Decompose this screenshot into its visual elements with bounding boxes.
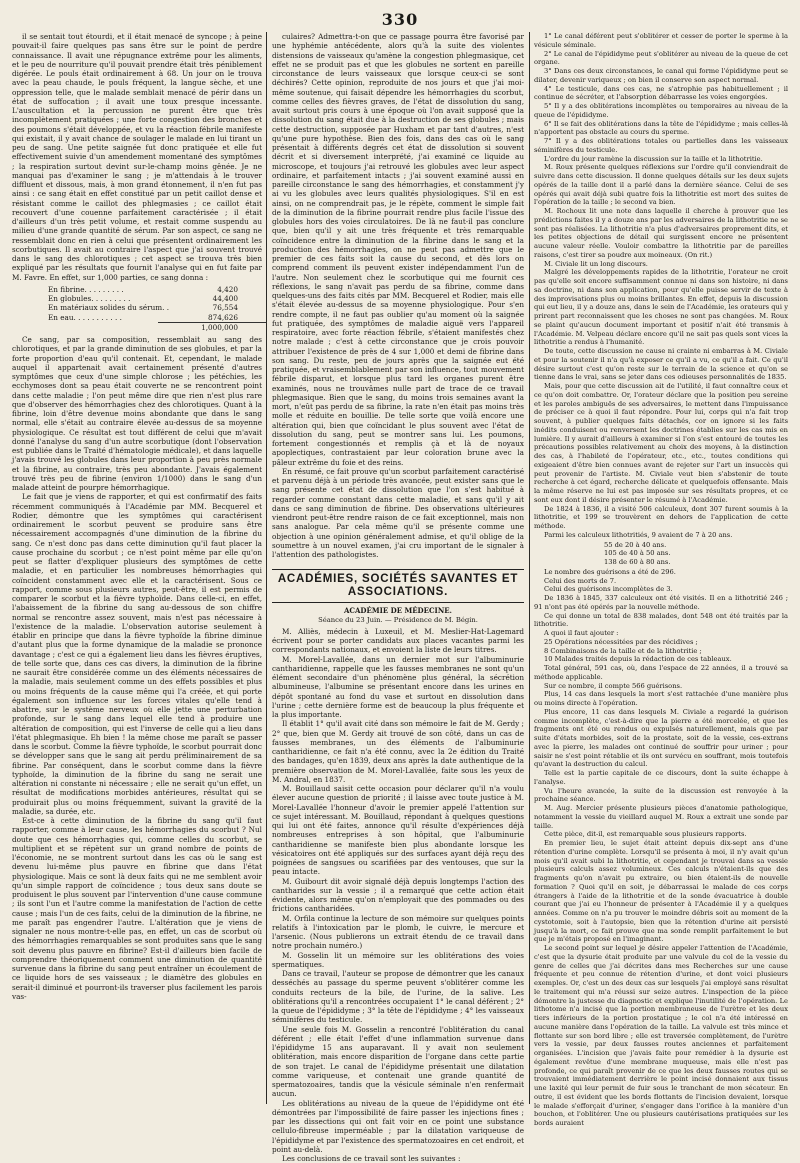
column-rule-right — [529, 32, 530, 1104]
section-subtitle: ACADÉMIE DE MÉDECINE. — [344, 606, 452, 616]
paragraph: Mais, pour que cette discussion ait de l'utilité, il faut connaître ceux et ce qu'on doit combattre. Or, l'orateur déclare que la position peu sereine et les paroles ambiguës de ses adversaires, le mettent dans l'impuissance de préciser ce à quoi il faut répondre. Pour lui, corps qui n'a fait trop souvent, à publier quelques faits détachés, cor on ignore si les faits inédits conduisent ou renversent les doctrines établies sur les cas mis en lumière. Il y aurait d'ailleurs à examiner si l'on s'est entouré de toutes les précautions possibles relativement au choix des moyens, à la distinction des cas, à l'habileté de l'opérateur, etc., etc., toutes conditions qui exigeaient d'être bien connues avant de rejeter sur l'art un insuccès qui peut provenir de l'artiste. M. Civiale veut bien s'abstenir de toute recherche à cet égard, recherche délicate et quelquefois offensante. Mais la même réserve ne lui est pas imposée sur ses résultats propres, et ce sont eux dont il désire présenter le résumé à l'Académie. — [534, 382, 788, 504]
paragraph: Plus encore, 11 cas dans lesquels M. Civiale a regardé la guérison comme incomplète, c'est-à-dire que la pierre a été morcelée, et que les fragments ont été ou rendus ou expulsés naturellement, mais que par suite d'états morbides, soit de la prostate, soit de la vessie, ces-extrans avec la pierre, les malades ont continué de souffrir pour uriner ; pour saisir ne s'est point rétablie et ils ont survécu en souffrant, mois toutefois qu'avant la destruction du calcul. — [534, 707, 788, 769]
paragraph: M. Guibourt dit avoir signalé déjà depuis longtemps l'action des cantharides sur la vessie ; il a remarqué que cette action était évidente, alors même qu'on n'employait que des pommades ou des frictions cantharidées. — [272, 876, 524, 914]
column-middle — [272, 32, 524, 1163]
paragraph: culaires? Admettra-t-on que ce passage pourra être favorisé par une hyphémie antécédente, alors qu'à la suite des violentes distensions de vaisseaux qu'amène la congestion phlegmasique, cet effet ne se produit pas et que les globules ne sortent en pareille circonstance de leurs vaisseaux que lorsque ceux-ci se sont déchirés? Cette opinion, reproduite de nos jours et que j'ai moi-même soutenue, qui faisait dépendre les hémorrhagies du scorbut, comme celles des fièvres graves, de l'état de dissolution du sang, avait surtout pris cours à une époque où l'on avait supposé que la dissolution du sang était due à la destruction de ses globules ; mais cette destruction, supposée par Huxham et par tant d'autres, n'est qu'une pure hypothèse. Bien des fois, dans des cas où le sang présentait à différents degrés cet état de dissolution si souvent décrit et si diversement interprété, j'ai examiné ce liquide au microscope, et toujours j'ai retrouvé les globules avec leur aspect ordinaire, et parfaitement intacts ; j'ai souvent examiné aussi en pareille circonstance le sang des hémorrhagies, et constamment j'y ai vu les globules avec leurs qualités physiologiques. S'il en est ainsi, on ne comprendrait pas, je le répète, comment le simple fait de la diminution de la fibrine pourrait rendre plus facile l'issue des globules hors des voies circulatoires. De là ne faut-il pas conclure que, bien qu'il y ait une très fréquente et très remarquable coïncidence entre la diminution de la fibrine dans le sang et la production des hémorrhagies, on ne peut pas admettre que le premier de ces faits soit la cause du second, et dès lors on comprend comment ils peuvent exister indépendamment l'un de l'autre. Non seulement chez le scorbutique qui me fournit ces réflexions, le sang n'avait pas perdu de sa fibrine, comme dans quelques-uns des faits cités par MM. Becquerel et Rodier, mais elle s'était élevée au-dessus de sa moyenne physiologique. Pour s'en rendre compte, il ne faut pas oublier qu'au moment où la saignée fut pratiquée, des symptômes de maladie aiguë vers l'appareil respiratoire, avec forte réaction fébrile, s'étaient manifestés chez notre malade ; c'est à cette circonstance que je crois pouvoir attribuer l'existence de près de 4 sur 1,000 et demi de fibrine dans son sang. Du reste, peu de jours après que la saignée eut été pratiquée, et vraisemblablement par son influence, tout mouvement fébrile disparut, et lorsque plus tard les organes purent être examinés, nous ne trouvâmes nulle part de trace de ce travail phlegmasique. Bien que le sang, du moins trois semaines avant la mort, n'eût pas perdu de sa fibrine, la rate n'en était pas moins très molle et réduite en bouillie. De telle sorte que voilà encore une altération qui, bien que coïncidant le plus souvent avec l'état de dissolution du sang, peut se montrer sans lui. Les poumons, fortement congestionnés et remplis çà et là de noyaux apoplectiques, contrastaient par leur coloration brune avec la pâleur extrême du foie et des reins. — [272, 32, 524, 467]
section-header — [272, 569, 524, 603]
paragraph: 7° Il y a des oblitérations totales ou partielles dans les vaisseaux séminifères du testicule. — [534, 137, 788, 154]
table-row — [48, 313, 238, 322]
row-value: 44,400 — [212, 294, 238, 303]
page-number: 330 — [381, 10, 419, 29]
paragraph: En résumé, ce fait prouve qu'un scorbut parfaitement caractérisé et parvenu déjà à un période très avancée, peut exister sans que le sang présente cet état de dissolution que l'on s'est habitué à regarder comme constant dans cette maladie, et sans qu'il y ait dans ce sang diminution de fibrine. Des observations ultérieures viendront peut-être rendre raison de ce fait exceptionnel, mais non sans analogue. Par cela même qu'il se présente comme une objection à une opinion généralement admise, et qu'il oblige de la soumettre à un nouvel examen, j'ai cru important de le signaler à l'attention des pathologistes. — [272, 466, 524, 559]
paragraph: A quoi il faut ajouter : — [544, 629, 619, 637]
paragraph: Total général, 591 cas, où, dans l'espace de 22 années, il a trouvé sa méthode applicable. — [534, 664, 788, 681]
row-label: En fibrine. . . . . . . . . — [48, 284, 124, 294]
column-right — [534, 32, 788, 1127]
paragraph: M. Alliès, médecin à Luxeuil, et M. Meslier-Hat-Lagemard écrivent pour se porter candidats aux places vacantes parmi les correspondants nationaux, et envoient la liste de leurs titres. — [272, 626, 524, 655]
paragraph: 5° Il y a des oblitérations incomplètes ou temporaires au niveau de la queue de l'épididyme. — [534, 102, 788, 119]
paragraph: Sur ce nombre, il compte 566 guérisons. — [544, 681, 683, 690]
paragraph: Le nombre des guérisons a été de 296. — [544, 567, 676, 576]
table-row — [48, 294, 238, 303]
paragraph: M. Bouillaud saisit cette occasion pour déclarer qu'il n'a voulu élever aucune question de priorité ; il laisse avec toute justice à M. Morel-Lavallée l'honneur d'avoir le premier appelé l'attention sur ce sujet intéressant. M. Bouillaud, répondant à quelques questions qui lui ont été faites, annonce qu'il résulte d'expériences déjà nombreuses entreprises à son hôpital, que l'albuminurie cantharidienne se manifeste bien plus abondante lorsque les vésicatoires ont été appliqués sur des surfaces ayant déjà reçu des poignées de sangsues ou scarifiées par des ventouses, que sur la peau intacte. — [272, 784, 524, 877]
list-item: 105 de 40 à 50 ans. — [604, 549, 671, 558]
list-item: 55 de 20 à 40 ans. — [604, 540, 667, 549]
paragraph: M. Orfila continue la lecture de son mémoire sur quelques points relatifs à l'intoxication par le plomb, le cuivre, le mercure et l'arsenic. (Nous publierons un extrait étendu de ce travail dans notre prochain numéro.) — [272, 913, 524, 951]
paragraph: Ce qui donne un total de 838 malades, dont 548 ont été traités par la lithotritie. — [534, 611, 788, 629]
row-label: En matériaux solides du sérum. . — [48, 303, 170, 313]
paragraph: Cette pièce, dit-il, est remarquable sous plusieurs rapports. — [544, 830, 747, 839]
paragraph: 1° Le canal déférent peut s'oblitérer et cesser de porter le sperme à la vésicule séminale. — [534, 32, 788, 49]
paragraph: Celui des morts de 7. — [544, 576, 617, 585]
paragraph: Dans ce travail, l'auteur se propose de démontrer que les canaux desséchés au passage du sperme peuvent s'oblitérer comme les conduits recteurs de la bile, de l'urine, de la salive. Les oblitérations qu'il a rencontrées occupaient 1° le canal déférent ; 2° la queue de l'épididyme ; 3° la tête de l'épididyme ; 4° les vaisseaux séminifères du testicule. — [272, 969, 524, 1025]
paragraph: 3° Dans ces deux circonstances, le canal qui forme l'épididyme peut se dilater, devenir variqueux ; on bien il conserve son aspect normal. — [534, 67, 788, 84]
paragraph: 2° Le canal de l'épididyme peut s'oblitérer au niveau de la queue de cet organe. — [534, 49, 788, 67]
paragraph: Parmi les calculeux lithotritiés, 9 avaient de 7 à 20 ans. — [544, 530, 733, 539]
paragraph: Les conclusions de ce travail sont les suivantes : — [282, 1154, 461, 1163]
row-label: En globules. . . . . . . . . — [48, 294, 131, 303]
paragraph: M. Aug. Mercier présente plusieurs pièces d'anatomie pathologique, notamment la vessie du vieillard auquel M. Roux a extrait une sonde par taille. — [534, 804, 788, 830]
section-title: ACADÉMIES, SOCIÉTÉS SAVANTES ET ASSOCIATIONS. — [277, 573, 519, 599]
paragraph: De 1824 à 1836, il a visité 506 calculeux, dont 307 furent soumis à la lithotritie, et 199 se trouvèrent en dehors de l'application de cette méthode. — [534, 504, 788, 530]
paragraph: De 1836 à 1845, 337 calculeux ont été visités. Il en a lithotritié 246 ; 91 n'ont pas été opérés par la nouvelle méthode. — [534, 594, 788, 611]
table-total: 1,000,000 — [158, 322, 266, 332]
blood-analysis-table — [48, 285, 238, 332]
column-rule-left — [266, 32, 267, 1104]
paragraph: Les oblitérations au niveau de la queue de l'épididyme ont été démontrées par l'impossibilité de faire passer les injections fines ; par les dissections qui ont fait voir en ce point une substance cellulo-fibreuse imperméable ; par la dilatation variqueuse de l'épididyme et par l'existence des spermatozoaires en cet endroit, et point au-delà. — [272, 1098, 524, 1154]
row-value: 76,554 — [212, 303, 238, 313]
paragraph: M. Civiale lit un long discours. — [544, 259, 648, 268]
list-item: 138 de 60 à 80 ans. — [604, 558, 671, 566]
table-row — [48, 303, 238, 312]
paragraph: M. Roux présente quelques réflexions sur l'ordre qu'il conviendrait de suivre dans cette discussion. Il donne quelques détails sur les deux sujets opérés de la taille dont il a parlé dans la dernière séance. Celui de ses opérés qui avait déjà subi quatre fois la lithotritie est mort des suites de l'opération de la taille ; le second va bien. — [534, 163, 788, 207]
paragraph: M. Rochoux lit une note dans laquelle il cherche à prouver que les prédictions faites il y a douze ans par les adversaires de la lithotritie ne se sont pas réalisées. La lithotritie n'a plus d'adversaires proprement dits, et les petites objections de détail qui surgissent encore ne présentent aucune valeur réelle. Vouloir combattre la lithotritie par de pareilles raisons, c'est tirer sa poudre aux moineaux. (On rit.) — [534, 207, 788, 259]
age-counts — [604, 541, 788, 567]
paragraph: De toute, cette discussion ne cause ni crainte ni embarras à M. Civiale et pour la soutenir il n'a qu'à exposer ce qu'il a vu, ce qu'il a fait. Ce qu'il désire surtout c'est qu'on reste sur le terrain de la science et qu'on se tienne dans le vrai, sans se jeter dans ces odieuses personnalités de 1835. — [534, 347, 788, 382]
paragraph: Vu l'heure avancée, la suite de la discussion est renvoyée à la prochaine séance. — [534, 786, 788, 804]
paragraph: 4° Le testicule, dans ces cas, ne s'atrophie pas habituellement ; il continue de sécréter, et l'absorption débarrasse les voies engorgées. — [534, 84, 788, 102]
row-value: 874,626 — [208, 312, 238, 322]
paragraph: 25 Opérations nécessitées par des récidives ; — [544, 637, 698, 646]
paragraph: Le second point sur lequel je désire appeler l'attention de l'Académie, c'est que la dysurie était produite par une valvule du col de la vessie du genre de celles que j'ai décrites dans mes Recherches sur une cause fréquente et peu connue de rétention d'urine, et dont voici plusieurs exemples. Or, c'est un des deux cas sur lesquels j'ai employé sans résultat le traitement qui m'a réussi sur seize autres. L'inspection de la pièce démontre la justesse du diagnostic et explique l'inutilité de l'opération. Le lithotome n'a incisé que la portion membraneuse de l'urètre et les deux tiers inférieurs de la portion prostatique ; le col n'a été intéressé en aucune manière dans l'opération de la taille. La valvule est très mince et flottante sur son bord libre ; elle est traversée complètement, de l'urètre vers la vessie, par deux fausses routes anciennes et parfaitement organisées. L'incision que j'avais faite pour remédier à la dysurie est également revêtue d'une membrane muqueuse, mais elle n'est pas profonde, ce qui paraît provenir de ce que les deux fausses routes qui se trouvaient immédiatement derrière le point incisé donnaient aux tissus une laxité qui leur permit de fuir sous le tranchant de mon sécateur. En outre, il est évident que les bords flottants de l'incision devaient, lorsque le malade s'efforçait d'uriner, s'engager dans l'orifice à la manière d'un bouchon, et l'oblitérer. Une ou plusieurs cautérisations pratiquées sur les bords auraient — [534, 944, 788, 1127]
paragraph: Celui des guérisons incomplètes de 3. — [544, 585, 673, 594]
paragraph: Il établit 1° qu'il avait cité dans son mémoire le fait de M. Gerdy ; 2° que, bien que M. Gerdy ait trouvé de son côté, dans un cas de fausses membranes, un des éléments de l'albuminurie cantharidienne, ce fait n'a été connu, avec la 2e édition du Traité des bandages, qu'en 1839, deux ans après la date authentique de la première observation de M. Morel-Lavallée, faite sous les yeux de M. Andral, en 1837. — [272, 719, 524, 784]
paragraph: 6° Il se fait des oblitérations dans la tête de l'épididyme ; mais celles-là n'apportent pas obstacle au cours du sperme. — [534, 119, 788, 137]
column-left — [12, 32, 262, 1104]
row-value: 4,420 — [217, 284, 238, 294]
paragraph: Telle est la partie capitale de ce discours, dont la suite échappe à l'analyse. — [534, 769, 788, 786]
paragraph: Ce sang, par sa composition, ressemblait au sang des chlorotiques, et par la grande diminution de ses globules, et par la forte proportion d'eau qu'il contenait. Et, cependant, le malade auquel il appartenait avait certainement présenté d'autres symptômes que ceux d'une simple chlorose ; les pétéchies, les ecchymoses dont sa peau était couverte ne se rencontrent point dans cette maladie ; l'on peut même dire que rien n'est plus rare que d'observer des hémorrhagies chez des chlorotiques. Quant à la fibrine, loin d'être devenue moins abondante que dans le sang normal, elle s'était au contraire élevée au-dessus de sa moyenne physiologique. Ce résultat est tout différent de celui que m'avait donné l'analyse du sang d'un autre scorbutique (dont l'observation est publiée dans le Traité d'hématologie médicale), et dans laquelle j'avais trouvé les globules dans leur proportion à peu près normale et la fibrine, au contraire, très peu abondante. J'avais également trouvé très peu de fibrine (environ 1/1000) dans le sang d'un malade atteint de pourpre hémorrhagique. — [12, 335, 262, 492]
paragraph: M. Morel-Lavallée, dans un dernier mot sur l'albuminurie cantharidienne, rappelle que les fausses membranes ne sont qu'un élément secondaire d'un phénomène plus général, la sécrétion albumineuse, l'albumine se présentant encore dans les urines en dépôt spontané au fond du vase et surtout en dissolution dans l'urine ; cette dernière forme est de beaucoup la plus fréquente et la plus importante. — [272, 654, 524, 719]
paragraph: Plus, 14 cas dans lesquels la mort s'est rattachée d'une manière plus ou moins directe à l'opération. — [534, 690, 788, 707]
paragraph: Est-ce à cette diminution de la fibrine du sang qu'il faut rapporter, comme à leur cause, les hémorrhagies du scorbut ? Nul doute que ces hémorrhagies qui, comme celles du scorbut, se multiplient et se répètent sur un grand nombre de points de l'économie, ne se montrent surtout dans les cas où le sang est devenu lui-même plus pauvre en fibrine que dans l'état physiologique. Mais ce sont là deux faits qui ne me semblent avoir qu'un simple rapport de coïncidence ; tous deux sans doute se produisent le plus souvent par l'intervention d'une cause commune ; ils sont l'un et l'autre comme la manifestation de l'action de cette cause ; mais l'un de ces faits, celui de la diminution de la fibrine, ne me paraît pas engendrer l'autre. L'altération que je viens de signaler ne nous montre-t-elle pas, en effet, un cas de scorbut où des hémorrhagies remarquables se sont produites sans que le sang soit devenu plus pauvre en fibrine? Est-il d'ailleurs bien facile de comprendre théoriquement comment une diminution de quantité survenue dans la fibrine du sang peut entraîner un écoulement de ce liquide hors de ses vaisseaux ; le diamètre des globules en serait-il diminué et pourront-ils traverser plus facilement les parois vas- — [12, 816, 262, 1001]
session-info: Séance du 23 Juin. — Présidence de M. Bégin. — [318, 615, 478, 624]
paragraph: Malgré les développements rapides de la lithotritie, l'orateur ne croit pas qu'elle soit encore suffisamment connue ni dans son histoire, ni dans sa doctrine, ni dans son application, pour qu'elle puisse servir de texte à des improvisations plus ou moins brillantes. En effet, depuis la discussion qui eut lieu, il y a douze ans, dans le sein de l'Académie, les orateurs qui y prirent part reconnaissent que les choses ne sont pas changées. M. Roux se plaint qu'aucun document important et positif n'ait été transmis à l'Académie. M. Velpeau déclare encore qu'il ne sait pas quels sont vices la lithotritie a rendus à l'humanité. — [534, 268, 788, 347]
table-row — [48, 285, 238, 294]
paragraph: Une seule fois M. Gosselin a rencontré l'oblitération du canal déférent ; elle était l'effet d'une inflammation survenue dans l'épididyme 15 ans auparavant. Il y avait non seulement oblitération, mais encore disparition de l'organe dans cette partie de son trajet. Le canal de l'épididyme présentait une dilatation comme variqueuse, et contenait une grande quantité de spermatozoaires, tandis que la vésicule séminale n'en renfermait aucun. — [272, 1024, 524, 1099]
paragraph: il se sentait tout étourdi, et il était menacé de syncope ; à peine pouvait-il faire quelques pas sans être sur le point de perdre connaissance. Il avait une répugnance extrême pour les aliments, et le peu de nourriture qu'il pouvait prendre était très péniblement digérée. Le pouls était ordinairement à 68. Un jour on le trouva avec la peau chaude, le pouls fréquent, la langue sèche, et une oppression telle, que le malade semblait menacé de périr dans un état de suffocation ; il avait une toux presque incessante. L'auscultation et la percussion ne purent être que très incomplètement pratiquées ; une forte congestion des bronches et des poumons s'était développée, et vu la réaction fébrile manifeste qui existait, il y avait chance de soulager le malade en lui tirant un peu de sang. Une petite saignée fut donc pratiquée et elle fut effectivement suivie d'un amendement momentané des symptômes ; la respiration surtout devint sur-le-champ moins gênée. Je ne manquai pas d'examiner le sang ; je m'attendais à le trouver diffluent et dissous, mais, à mon grand étonnement, il n'en fut pas ainsi : ce sang était en effet constitué par un petit caillot dense et résistant comme le caillot des phlegmasies ; ce caillot était recouvert d'une couenne parfaitement caractérisée ; il était d'ailleurs d'un très petit volume, et restait comme suspendu au milieu d'une grande quantité de sérum. Par son aspect, ce sang ne ressemblait donc en rien à celui que présentent ordinairement les scorbutiques. Il avait au contraire l'aspect que j'ai souvent trouvé dans le sang des chlorotiques ; cet aspect se trouva très bien expliqué par les résultats que fournit l'analyse qui en fut faite par M. Favre. En effet, sur 1,000 parties, ce sang donna : — [12, 32, 262, 282]
paragraph: Le fait que je viens de rapporter, et qui est confirmatif des faits récemment communiqués à l'Académie par MM. Becquerel et Rodier, démontre que les symptômes qui caractérisent ordinairement le scorbut peuvent se produire sans être nécessairement accompagnés d'une diminution de la fibrine du sang. Ce n'est donc pas dans cette diminution qu'il faut placer la cause prochaine du scorbut ; ce n'est point même par elle qu'on peut se flatter d'expliquer plusieurs des symptômes de cette maladie, et en particulier les nombreuses hémorrhagies qui coïncident constamment avec elle et la caractérisent. Sous ce rapport, comme sous plusieurs autres, peut-être, il est permis de comparer le scorbut et la fièvre typhoïde. Dans celle-ci, en effet, l'abaissement de la fibrine du sang au-dessous de son chiffre normal se rencontre assez souvent, mais n'est pas nécessaire à l'existence de la maladie. L'observation autorise seulement à établir en principe que dans la fièvre typhoïde la fibrine diminue d'autant plus que la forme dynamique de la maladie se prononce davantage ; c'est ce qui a également lieu dans les fièvres éruptives, de telle sorte que, dans ces cas divers, la diminution de la fibrine ne saurait être considérée comme un des éléments nécessaires de la maladie, mais seulement comme un des effets possibles et plus ou moins fréquents de la cause même qui l'a créée, et qui porte également son influence sur les forces vitales qu'elle tend à abattre, sur le système nerveux où elle jette une perturbation profonde, sur le sang dans lequel elle tend à produire une altération de composition, qui est l'inverse de celle qui a lieu dans l'état phlegmasique. Eh bien ! la même chose me paraît se passer dans le scorbut. Comme la fièvre typhoïde, le scorbut pourrait donc se développer sans que le sang ait perdu préliminairement de sa fibrine. Par conséquent, dans le scorbut comme dans la fièvre typhoïde, la diminution de la fibrine du sang ne serait une altération ni constante ni nécessaire ; elle ne serait qu'un effet, un résultat de modifications morbides antérieures, résultat qui se produirait plus ou moins fréquemment, suivant la gravité de la maladie, sa durée, etc. — [12, 492, 262, 816]
paragraph: L'ordre du jour ramène la discussion sur la taille et la lithotritie. — [544, 154, 763, 163]
paragraph: 8 Combinaisons de la taille et de la lithotritie ; — [544, 646, 702, 655]
paragraph: M. Gosselin lit un mémoire sur les oblitérations des voies spermatiques. — [272, 950, 524, 969]
paragraph: 10 Malades traités depuis la rédaction de ces tableaux. — [544, 655, 732, 664]
row-label: En eau. . . . . . . . . . . — [48, 312, 122, 322]
paragraph: En premier lieu, le sujet était atteint depuis dix-sept ans d'une rétention d'urine complète. Lorsqu'il se présenta à moi, il n'y avait qu'un mois qu'il avait subi la lithotritie, et cependant je trouvai dans sa vessie plusieurs calculs assez volumineux. Ces calculs n'étaient-ils que des fragments qu'on n'avait pu extraire, ou bien étaient-ils de nouvelle formation ? Quoi qu'il en soit, je débarrassai le malade de ces corps étrangers à l'aide de la lithotritie et de la sonde évacuatrice à double courant que j'ai eu l'honneur de présenter à l'Académie il y a quelques années. Comme on n'a pu trouver le moindre débris soit au moment de la cystotomie, soit à l'autopsie, bien que la rétention d'urine ait persisté jusqu'à la mort, ce fait prouve que ma sonde remplit parfaitement le but que je m'étais proposé en l'imaginant. — [534, 839, 788, 944]
